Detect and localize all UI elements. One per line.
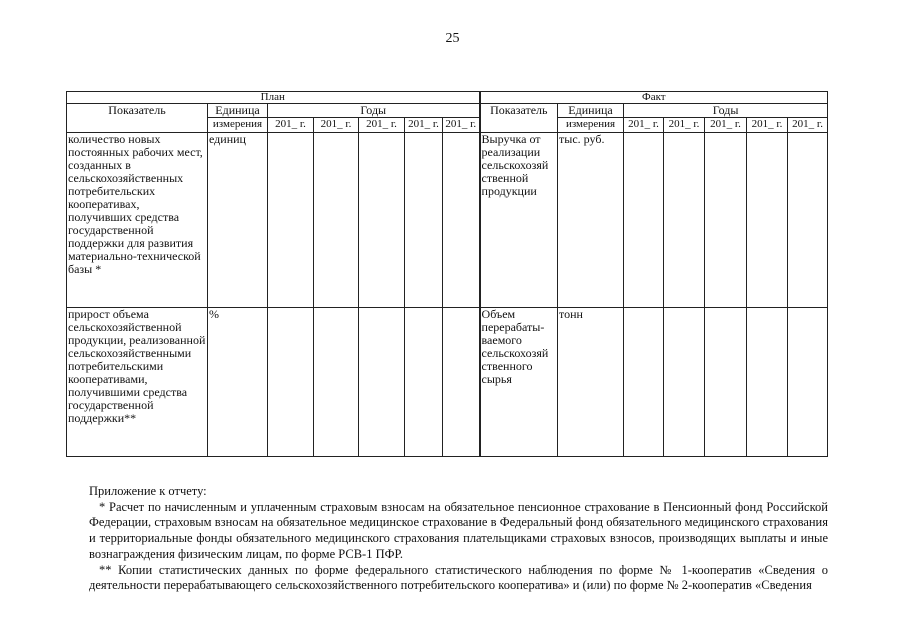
fact-header: Факт [480,92,828,104]
report-notes [89,484,828,594]
fact-year-header: 201_ г. [747,118,788,133]
plan-value-cell [443,133,480,308]
plan-indicator-cell: количество новых постоянных рабочих мест, созданных в сельскохозяйственных потребительских кооперативах, получивших средства государственной поддержки для развития материально-технической базы * [67,133,208,308]
plan-value-cell [405,133,443,308]
plan-unit-header: Единица [208,104,268,118]
plan-value-cell [405,308,443,457]
page-number: 25 [445,31,460,46]
plan-year-header: 201_ г. [359,118,405,133]
fact-indicator-header: Показатель [480,104,558,133]
report-table [66,91,828,457]
plan-value-cell [268,133,314,308]
plan-unit-cell: % [208,308,268,457]
notes-heading: Приложение к отчету: [89,484,207,498]
table-row [67,308,828,457]
plan-header: План [67,92,480,104]
fact-year-header: 201_ г. [705,118,747,133]
plan-year-header: 201_ г. [443,118,480,133]
fact-year-header: 201_ г. [624,118,664,133]
plan-year-header: 201_ г. [405,118,443,133]
fact-value-cell [705,133,747,308]
fact-unit-cell: тонн [558,308,624,457]
plan-unit-cell: единиц [208,133,268,308]
fact-value-cell [664,133,705,308]
note-1: * Расчет по начисленным и уплаченным страховым взносам на обязательное пенсионное страхование в Пенсионный фонд Российской Федерации, страховым взносам на обязательное медицинское страхование в Федеральный фонд обязательного медицинского страхования и территориальные фонды обязательного медицинского страхования плательщиками страховых взносов, производящих выплаты и иные вознаграждения физическим лицам, по форме РСВ-1 ПФР. [89,499,828,561]
plan-year-header: 201_ г. [268,118,314,133]
fact-value-cell [624,308,664,457]
fact-years-header: Годы [624,104,828,118]
note-2: ** Копии статистических данных по форме федерального статистического наблюдения по форме № 1-кооператив «Сведения о деятельности перерабатывающего сельскохозяйственного потребительского кооператива» и (или) по форме № 2-кооператив «Сведения [89,562,828,593]
plan-value-cell [268,308,314,457]
fact-unit-header-line2: измерения [558,118,624,133]
fact-value-cell [624,133,664,308]
table-row [67,133,828,308]
plan-unit-header-line2: измерения [208,118,268,133]
fact-year-header: 201_ г. [664,118,705,133]
fact-unit-header: Единица [558,104,624,118]
plan-value-cell [314,308,359,457]
fact-value-cell [788,308,828,457]
fact-value-cell [788,133,828,308]
fact-value-cell [705,308,747,457]
plan-years-header: Годы [268,104,480,118]
fact-indicator-cell: Выручка от реализации сельскохозяй ственной продукции [480,133,558,308]
fact-indicator-cell: Объем перерабаты-ваемого сельскохозяй ственного сырья [480,308,558,457]
fact-value-cell [664,308,705,457]
fact-year-header: 201_ г. [788,118,828,133]
plan-indicator-cell: прирост объема сельскохозяйственной продукции, реализованной сельскохозяйственными потребительскими кооперативами, получившими средства государственной поддержки** [67,308,208,457]
fact-value-cell [747,133,788,308]
plan-value-cell [314,133,359,308]
plan-year-header: 201_ г. [314,118,359,133]
fact-unit-cell: тыс. руб. [558,133,624,308]
plan-value-cell [359,308,405,457]
plan-indicator-header: Показатель [67,104,208,133]
fact-value-cell [747,308,788,457]
plan-value-cell [359,133,405,308]
plan-value-cell [443,308,480,457]
